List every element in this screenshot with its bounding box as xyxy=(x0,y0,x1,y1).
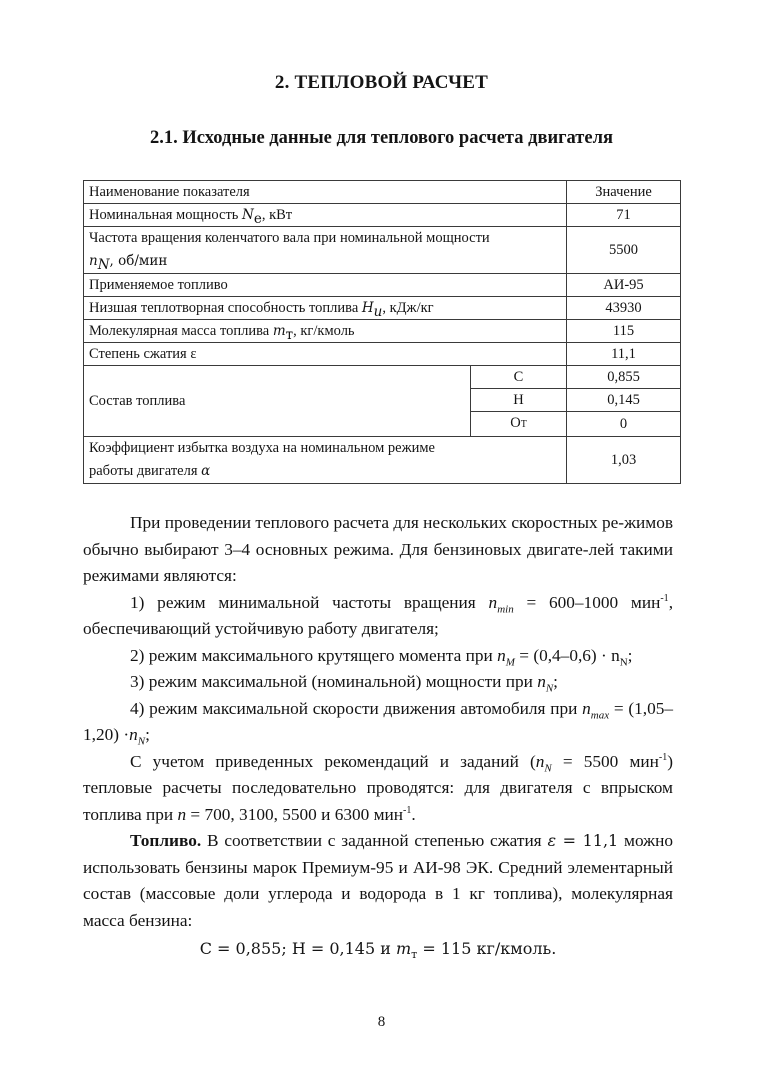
paragraph-modes: С учетом приведенных рекомендаций и заданий ($n_N = 5500$ мин$^{-1}$) тепловые расчеты последовательно проводятся: для двигателя с впрыском топлива при n = 700, 3100, 5500 и 6300 мин$^{-1}$. xyxy=(83,751,674,824)
list-item-4: 4) режим максимальной скорости движения автомобиля при $n_{max} = (1,05-1,20) \cdot n_N$; xyxy=(83,698,673,748)
row-value: 115 xyxy=(567,320,681,343)
row-value: 71 xyxy=(567,204,681,227)
header-value: Значение xyxy=(567,181,681,204)
section-title: 2. ТЕПЛОВОЙ РАСЧЕТ xyxy=(274,72,489,93)
table-row xyxy=(84,204,681,227)
source-data-table xyxy=(83,180,681,484)
list-item-2: 2) режим максимального крутящего момента при $n_M = (0,4-0,6) \cdot n_N$; xyxy=(130,645,633,668)
component-element: H xyxy=(471,389,567,412)
row-label: Применяемое топливо xyxy=(84,274,567,297)
table-row xyxy=(84,320,681,343)
component-value: 0,855 xyxy=(567,366,681,389)
row-label: Номинальная мощность $N_e$, кВт xyxy=(84,204,567,227)
page-number: 8 xyxy=(377,1014,386,1030)
paragraph-intro: При проведении теплового расчета для нескольких скоростных ре-жимов обычно выбирают 3–4 основных режима. Для бензиновых двигате-лей такими режимами являются: xyxy=(83,513,673,585)
row-label: Частота вращения коленчатого вала при номинальной мощности $n_N$, об/мин xyxy=(84,227,567,274)
row-value: 11,1 xyxy=(567,343,681,366)
component-element: C xyxy=(471,366,567,389)
table-row xyxy=(84,366,681,389)
list-item-3: 3) режим максимальной (номинальной) мощности при $n_N$; xyxy=(130,672,558,695)
table-row xyxy=(84,437,681,484)
row-value: 5500 xyxy=(567,227,681,274)
row-label: Степень сжатия ε xyxy=(84,343,567,366)
row-value: АИ-95 xyxy=(567,274,681,297)
component-value: 0,145 xyxy=(567,389,681,412)
table-row xyxy=(84,227,681,274)
row-value: 1,03 xyxy=(567,437,681,484)
component-element: OТ xyxy=(471,412,567,437)
header-parameter: Наименование показателя xyxy=(84,181,567,204)
paragraph-fuel: Топливо. В соответствии с заданной степенью сжатия ε = 11,1 можно использовать бензины марок Премиум-95 и АИ-98 ЭК. Средний элементарный состав (массовые доли углерода и водорода в 1 кг топлива), молекулярная масса бензина: xyxy=(83,831,673,930)
row-value: 43930 xyxy=(567,297,681,320)
table-row xyxy=(84,274,681,297)
table-row xyxy=(84,343,681,366)
row-label: Молекулярная масса топлива $m_т$, кг/кмоль xyxy=(84,320,567,343)
fuel-formula: C = 0,855; H = 0,145 и $m_т = 115$ кг/кмоль. xyxy=(199,939,557,962)
list-item-1: 1) режим минимальной частоты вращения $n_{min} = 600-1000$ мин$^{-1}$, обеспечивающий устойчивую работу двигателя; xyxy=(83,592,674,638)
table-row xyxy=(84,297,681,320)
component-value: 0 xyxy=(567,412,681,437)
subsection-title: 2.1. Исходные данные для теплового расчета двигателя xyxy=(149,128,613,148)
row-label: Низшая теплотворная способность топлива $H_u$, кДж/кг xyxy=(84,297,567,320)
row-label: Состав топлива xyxy=(84,366,471,437)
body-text xyxy=(83,510,673,963)
table-header-row xyxy=(84,181,681,204)
row-label: Коэффициент избытка воздуха на номинальном режиме работы двигателя α xyxy=(84,437,567,484)
